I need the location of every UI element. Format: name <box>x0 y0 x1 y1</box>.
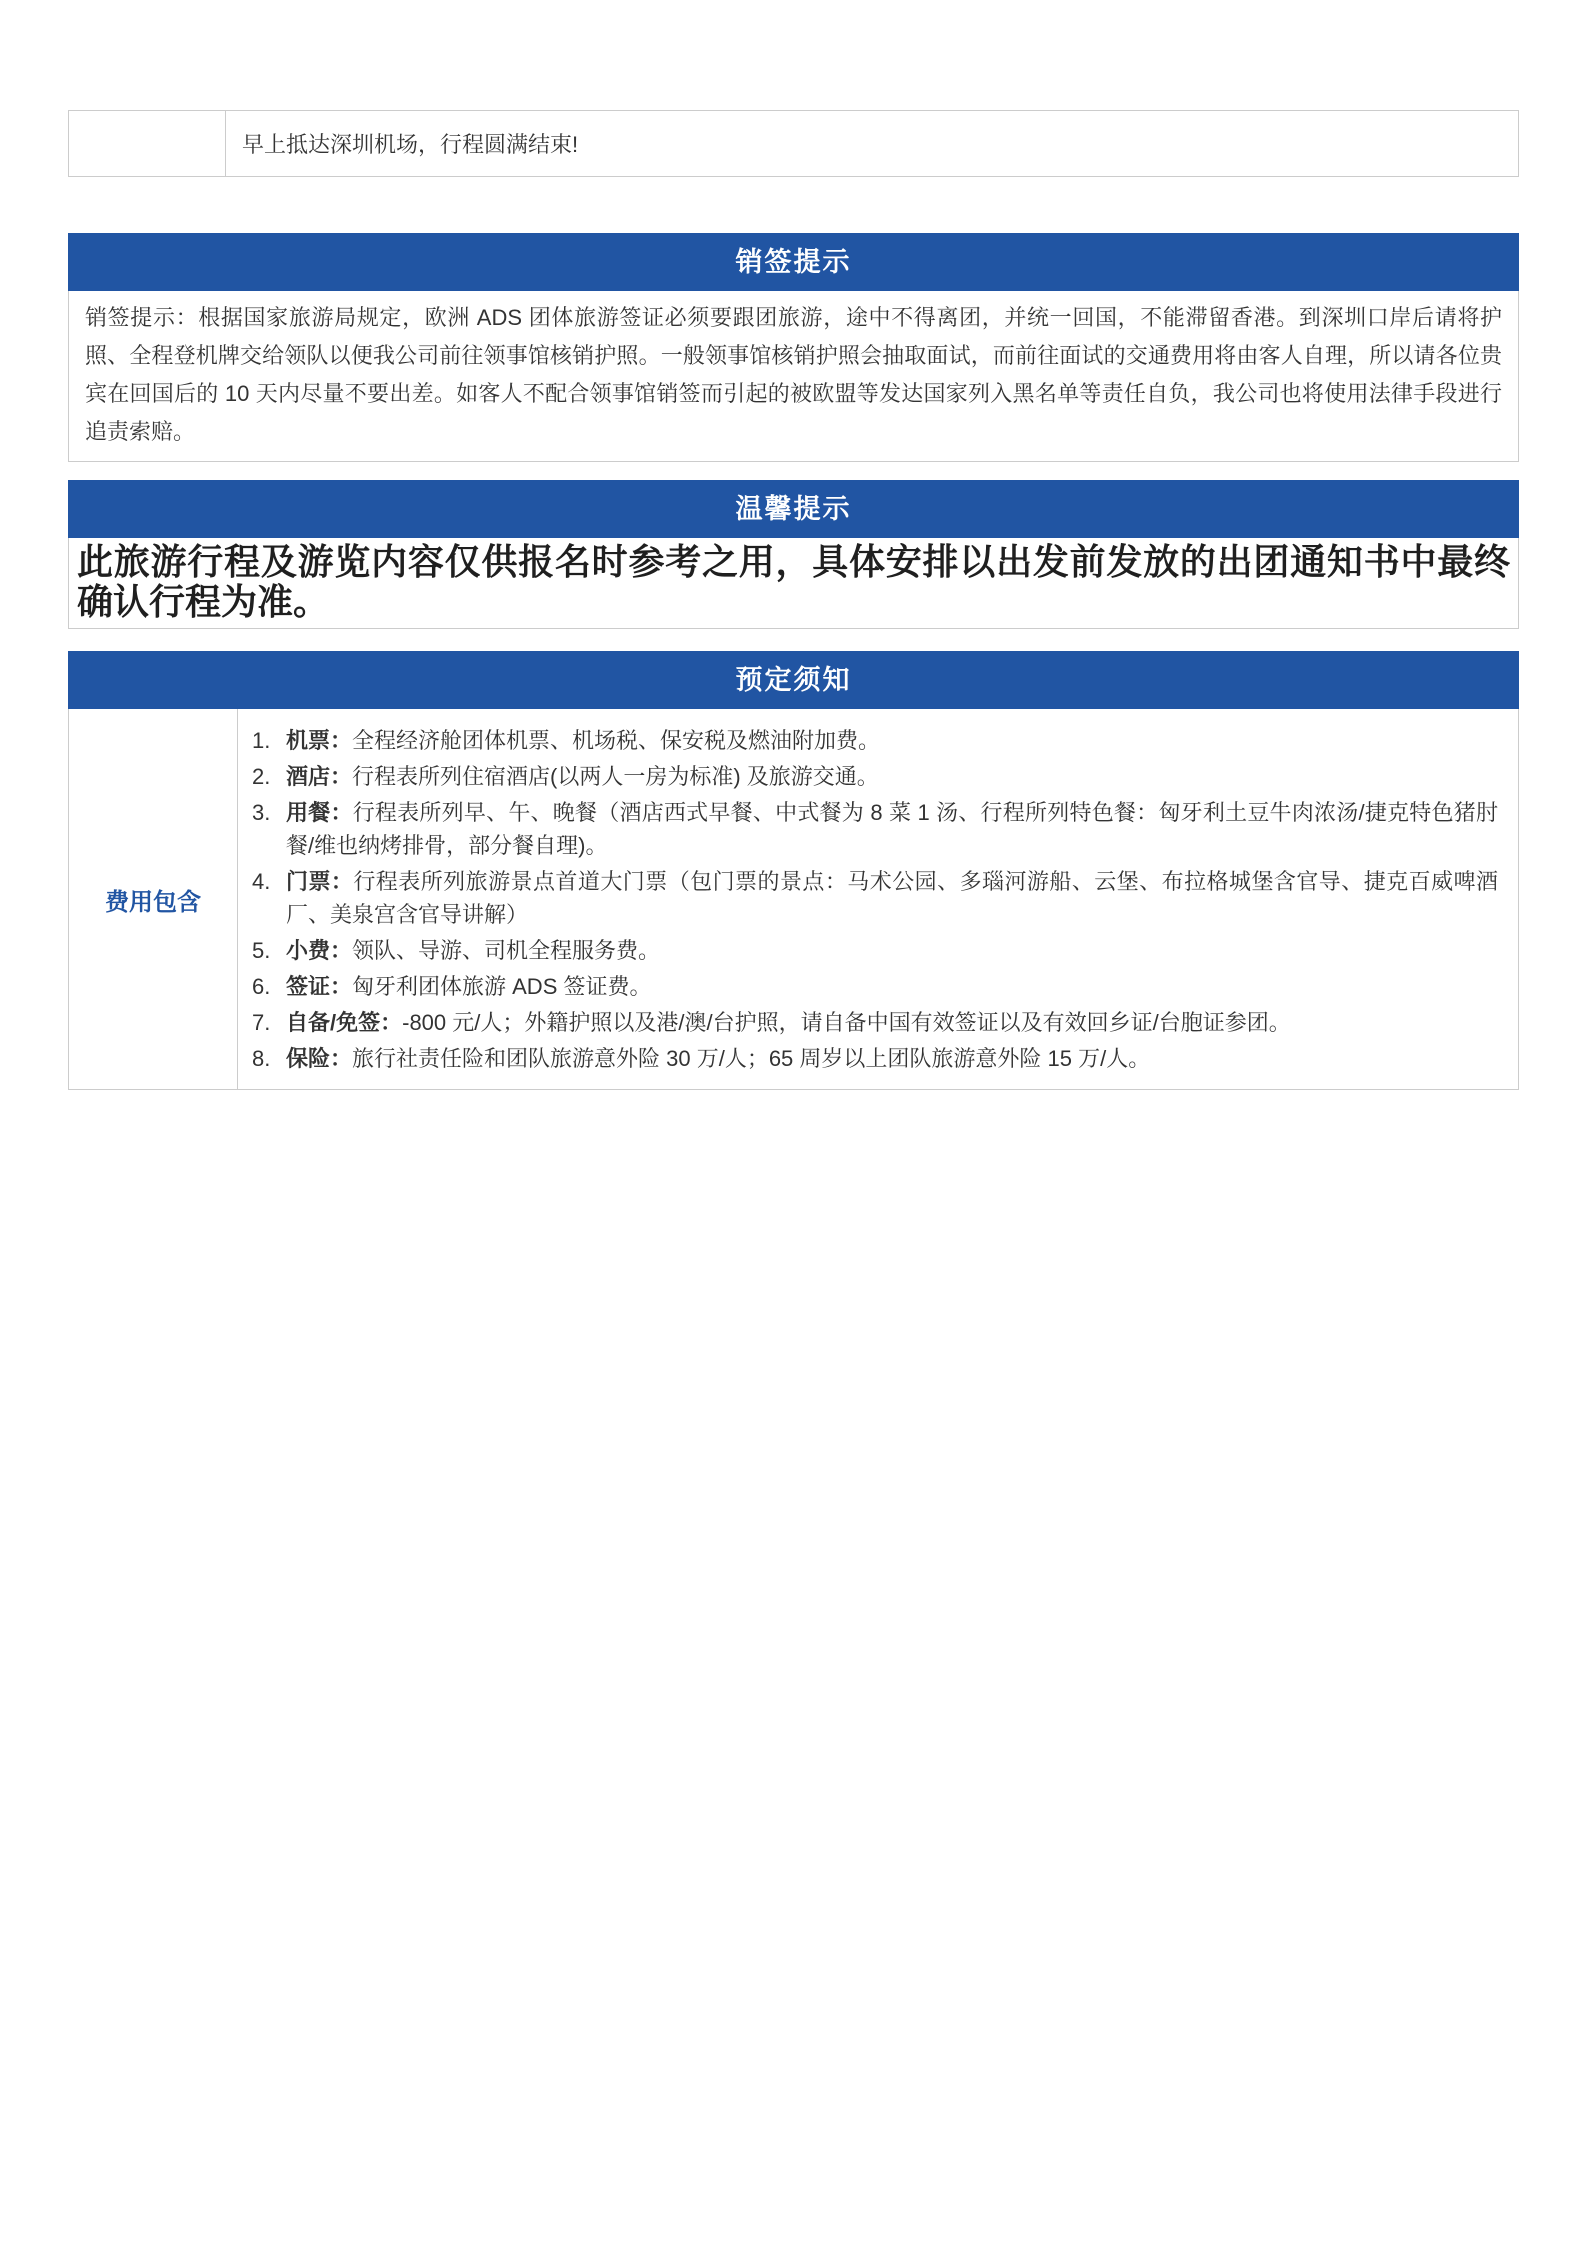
warm-tips-body: 此旅游行程及游览内容仅供报名时参考之用，具体安排以出发前发放的出团通知书中最终确认行程为准。 <box>68 538 1519 629</box>
list-item-content <box>286 760 1498 793</box>
list-item-label: 门票： <box>286 869 354 894</box>
list-item <box>238 760 1498 793</box>
fees-included-label: 费用包含 <box>69 709 238 1089</box>
booking-notice-header: 预定须知 <box>68 651 1519 709</box>
list-item-content <box>286 865 1498 931</box>
list-item-text: -800 元/人；外籍护照以及港/澳/台护照，请自备中国有效签证以及有效回乡证/台胞证参团。 <box>402 1010 1291 1035</box>
list-item-number: 6. <box>252 974 271 999</box>
list-item-label: 用餐： <box>286 800 353 825</box>
list-item-content <box>286 1006 1498 1039</box>
list-item-number: 8. <box>252 1046 271 1071</box>
list-item-text: 行程表所列早、午、晚餐（酒店西式早餐、中式餐为 8 菜 1 汤、行程所列特色餐：匈牙利土豆牛肉浓汤/捷克特色猪肘餐/维也纳烤排骨，部分餐自理)。 <box>286 800 1498 858</box>
list-item-text: 行程表所列住宿酒店(以两人一房为标准) 及旅游交通。 <box>352 764 879 789</box>
visa-notice-header: 销签提示 <box>68 233 1519 291</box>
list-item-number: 4. <box>252 869 271 894</box>
list-item-text: 匈牙利团体旅游 ADS 签证费。 <box>352 974 652 999</box>
list-item-content <box>286 796 1498 862</box>
list-item-label: 机票： <box>286 728 353 753</box>
list-item <box>238 724 1498 757</box>
list-item-content <box>286 1042 1498 1075</box>
list-item <box>238 970 1498 1003</box>
warm-tips-header: 温馨提示 <box>68 480 1519 538</box>
list-item-label: 酒店： <box>286 764 353 789</box>
visa-notice-body: 销签提示：根据国家旅游局规定，欧洲 ADS 团体旅游签证必须要跟团旅游，途中不得离团，并统一回国，不能滞留香港。到深圳口岸后请将护照、全程登机牌交给领队以便我公司前往领事馆核销护照。一般领事馆核销护照会抽取面试，而前往面试的交通费用将由客人自理，所以请各位贵宾在回国后的 10 天内尽量不要出差。如客人不配合领事馆销签而引起的被欧盟等发达国家列入黑名单等责任自负，我公司也将使用法律手段进行追责索赔。 <box>68 291 1519 462</box>
list-item-number: 1. <box>252 728 271 753</box>
list-item-number: 2. <box>252 764 271 789</box>
itinerary-last-row <box>68 110 1519 177</box>
list-item-number: 7. <box>252 1010 271 1035</box>
list-item-content <box>286 970 1498 1003</box>
list-item <box>238 1006 1498 1039</box>
list-item-text: 全程经济舱团体机票、机场税、保安税及燃油附加费。 <box>352 728 881 753</box>
itinerary-arrival-text: 早上抵达深圳机场，行程圆满结束! <box>242 132 579 157</box>
list-item <box>238 865 1498 931</box>
list-item-content <box>286 934 1498 967</box>
list-item-text: 行程表所列旅游景点首道大门票（包门票的景点：马术公园、多瑙河游船、云堡、布拉格城堡含官导、捷克百威啤酒厂、美泉宫含官导讲解） <box>286 869 1498 927</box>
list-item <box>238 934 1498 967</box>
list-item-label: 保险： <box>286 1046 353 1071</box>
list-item-number: 5. <box>252 938 271 963</box>
list-item <box>238 796 1498 862</box>
list-item-number: 3. <box>252 800 271 825</box>
booking-notice-table <box>68 709 1519 1090</box>
list-item-content <box>286 724 1498 757</box>
list-item-label: 自备/免签： <box>286 1010 403 1035</box>
fees-included-list <box>238 709 1518 1089</box>
list-item <box>238 1042 1498 1075</box>
list-item-text: 领队、导游、司机全程服务费。 <box>352 938 661 963</box>
list-item-label: 小费： <box>286 938 353 963</box>
list-item-label: 签证： <box>286 974 353 999</box>
list-item-text: 旅行社责任险和团队旅游意外险 30 万/人；65 周岁以上团队旅游意外险 15 万/人。 <box>352 1046 1151 1071</box>
itinerary-row-left-cell <box>69 111 226 176</box>
